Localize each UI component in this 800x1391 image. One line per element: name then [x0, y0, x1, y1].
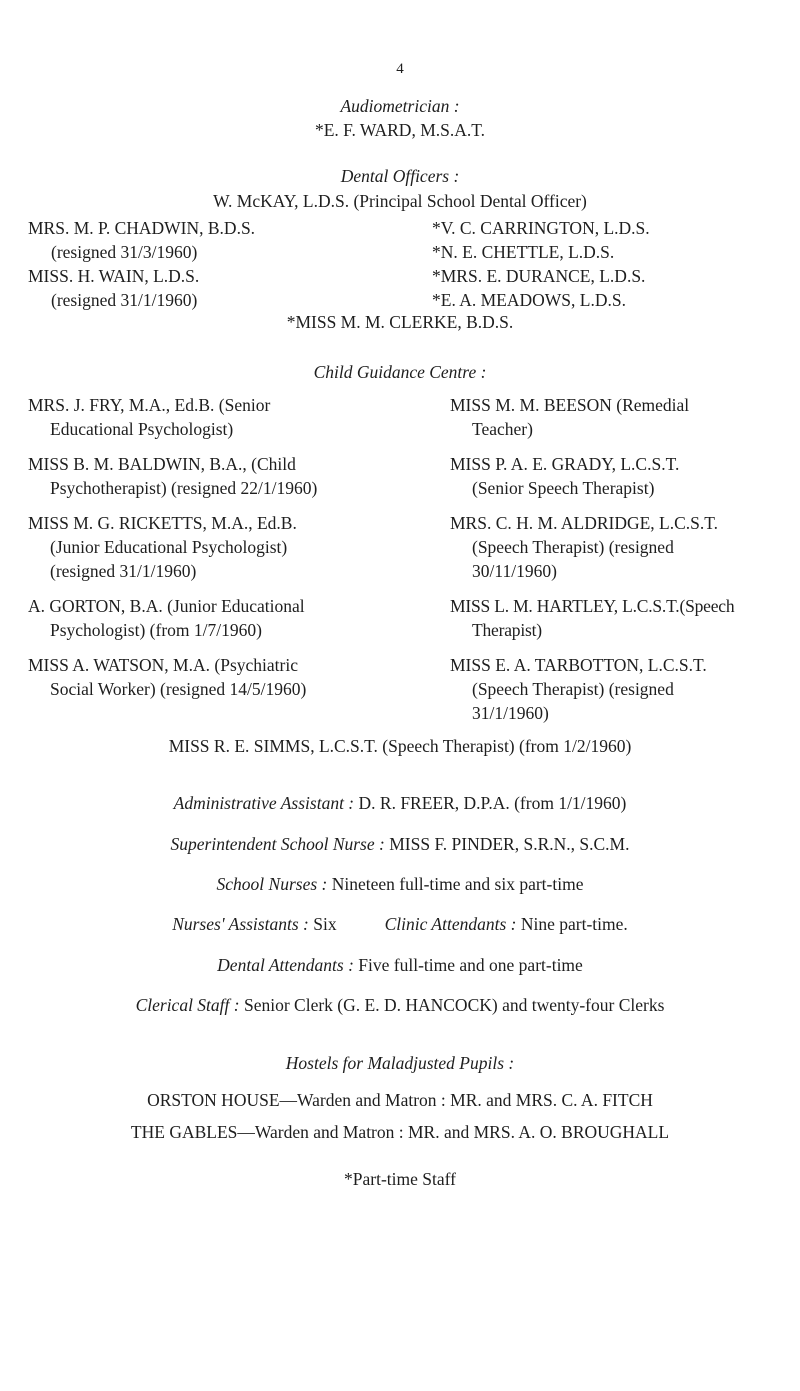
entry-line: MRS. J. FRY, M.A., Ed.B. (Senior — [28, 395, 271, 415]
dental-right-column — [432, 216, 650, 312]
value: Six — [313, 914, 337, 934]
child-guidance-right-entry — [450, 452, 679, 500]
entry-line: 31/1/1960) — [472, 703, 549, 723]
entry-line: MISS B. M. BALDWIN, B.A., (Child — [28, 454, 296, 474]
entry-line: MISS M. M. BEESON (Remedial — [450, 395, 690, 415]
entry-line: (resigned 31/1/1960) — [50, 561, 197, 581]
child-guidance-left-entry — [28, 653, 306, 701]
entry-line: MISS A. WATSON, M.A. (Psychiatric — [28, 655, 298, 675]
clerical-staff — [0, 995, 800, 1017]
label: Administrative Assistant : — [173, 793, 355, 813]
entry-line: MISS P. A. E. GRADY, L.C.S.T. — [450, 454, 680, 474]
child-guidance-left-entry — [28, 452, 317, 500]
value: Five full-time and one part-time — [358, 955, 583, 975]
footnote: *Part-time Staff — [344, 1169, 456, 1189]
entry-line: MISS E. A. TARBOTTON, L.C.S.T. — [450, 655, 707, 675]
entry-line: A. GORTON, B.A. (Junior Educational — [28, 596, 305, 616]
child-guidance-right-entry — [450, 393, 689, 441]
dental-right-line: *MRS. E. DURANCE, L.D.S. — [432, 266, 646, 286]
entry-line: MISS M. G. RICKETTS, M.A., Ed.B. — [28, 513, 297, 533]
dental-left-line: (resigned 31/3/1960) — [51, 242, 198, 262]
entry-line: Psychotherapist) (resigned 22/1/1960) — [50, 478, 318, 498]
child-guidance-last: MISS R. E. SIMMS, L.C.S.T. (Speech Therapist) (from 1/2/1960) — [168, 736, 632, 756]
administrative-assistant — [0, 793, 800, 815]
page-number: 4 — [396, 61, 404, 77]
dental-left-line: (resigned 31/1/1960) — [51, 290, 198, 310]
superintendent-nurse — [0, 834, 800, 856]
entry-line: Teacher) — [472, 419, 533, 439]
value: MISS F. PINDER, S.R.N., S.C.M. — [389, 834, 630, 854]
hostels-heading: Hostels for Maladjusted Pupils : — [285, 1053, 515, 1073]
dental-left-line: MRS. M. P. CHADWIN, B.D.S. — [28, 218, 256, 238]
dental-principal: W. McKAY, L.D.S. (Principal School Dental Officer) — [213, 191, 587, 211]
label: Clinic Attendants : — [384, 914, 517, 934]
child-guidance-right-entry — [450, 594, 734, 642]
entry-line: Therapist) — [472, 620, 542, 640]
dental-right-line: *N. E. CHETTLE, L.D.S. — [432, 242, 615, 262]
child-guidance-right-entry — [450, 511, 718, 583]
label: School Nurses : — [216, 874, 328, 894]
school-nurses — [0, 874, 800, 896]
audiometrician-heading: Audiometrician : — [340, 96, 460, 116]
child-guidance-left-entry — [28, 511, 297, 583]
entry-line: Social Worker) (resigned 14/5/1960) — [50, 679, 307, 699]
dental-right-line: *E. A. MEADOWS, L.D.S. — [432, 290, 626, 310]
label: Clerical Staff : — [135, 995, 240, 1015]
hostel-line: ORSTON HOUSE—Warden and Matron : MR. and MRS. C. A. FITCH — [147, 1090, 653, 1110]
dental-left-line: MISS. H. WAIN, L.D.S. — [28, 266, 200, 286]
entry-line: Educational Psychologist) — [50, 419, 234, 439]
dental-heading: Dental Officers : — [340, 166, 460, 186]
entry-line: Psychologist) (from 1/7/1960) — [50, 620, 262, 640]
dental-left-column — [28, 216, 255, 312]
value: Nine part-time. — [520, 914, 628, 934]
child-guidance-right-entry — [450, 653, 707, 725]
label: Superintendent School Nurse : — [170, 834, 385, 854]
dental-last: *MISS M. M. CLERKE, B.D.S. — [286, 312, 514, 332]
dental-attendants — [0, 955, 800, 977]
audiometrician-name: *E. F. WARD, M.S.A.T. — [314, 120, 486, 140]
entry-line: 30/11/1960) — [472, 561, 557, 581]
entry-line: (Senior Speech Therapist) — [472, 478, 655, 498]
entry-line: (Speech Therapist) (resigned — [472, 679, 674, 699]
assistants-and-attendants — [0, 914, 800, 936]
entry-line: (Junior Educational Psychologist) — [50, 537, 288, 557]
value: Nineteen full-time and six part-time — [331, 874, 584, 894]
child-guidance-left-entry — [28, 594, 305, 642]
child-guidance-left-entry — [28, 393, 270, 441]
hostel-line: THE GABLES—Warden and Matron : MR. and MRS. A. O. BROUGHALL — [130, 1122, 670, 1142]
value: Senior Clerk (G. E. D. HANCOCK) and twenty-four Clerks — [243, 995, 665, 1015]
child-guidance-heading: Child Guidance Centre : — [313, 362, 487, 382]
label: Dental Attendants : — [217, 955, 354, 975]
value: D. R. FREER, D.P.A. (from 1/1/1960) — [358, 793, 627, 813]
label: Nurses' Assistants : — [172, 914, 309, 934]
entry-line: (Speech Therapist) (resigned — [472, 537, 674, 557]
entry-line: MISS L. M. HARTLEY, L.C.S.T.(Speech — [450, 596, 735, 616]
entry-line: MRS. C. H. M. ALDRIDGE, L.C.S.T. — [450, 513, 719, 533]
dental-right-line: *V. C. CARRINGTON, L.D.S. — [432, 218, 650, 238]
